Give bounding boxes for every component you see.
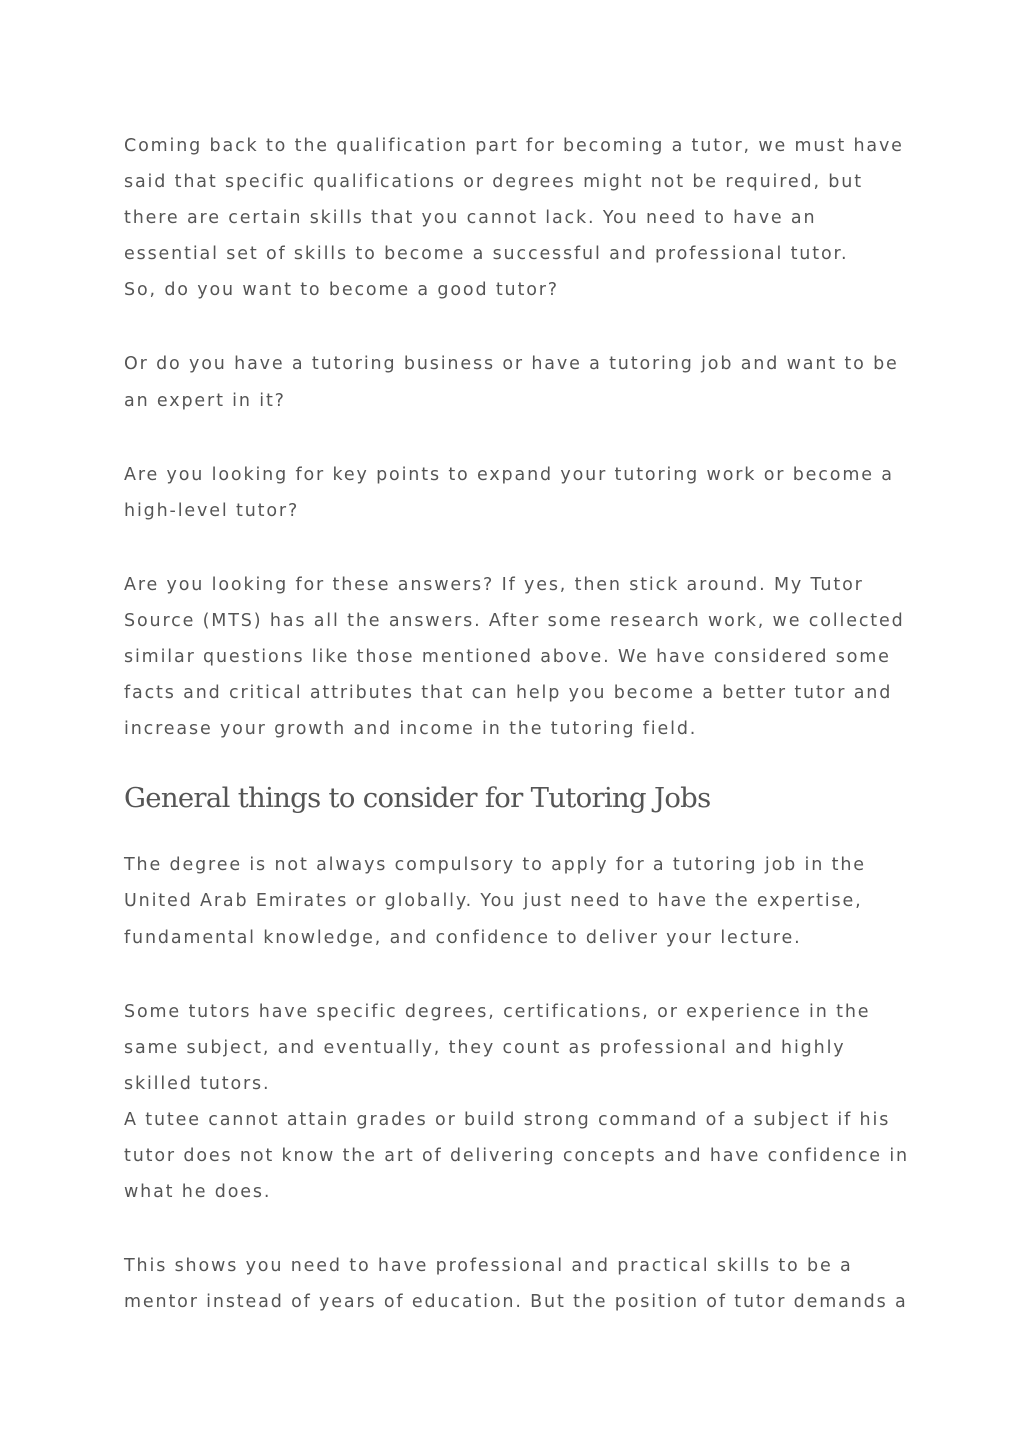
paragraph-gap [124,956,924,994]
text-line: Or do you have a tutoring business or have a tutoring job and want to be [124,354,899,375]
text-line: increase your growth and income in the tutoring field. [124,719,698,740]
text-line: Are you looking for these answers? If yes, then stick around. My Tutor [124,574,864,595]
paragraph-gap [124,419,924,457]
section-heading: General things to consider for Tutoring Jobs [124,782,711,815]
text-line: This shows you need to have professional and practical skills to be a [124,1256,853,1277]
text-line: Source (MTS) has all the answers. After some research work, we collected [124,610,905,631]
document-page [124,128,924,1320]
text-line: high-level tutor? [124,500,300,521]
text-line: A tutee cannot attain grades or build strong command of a subject if his [124,1109,891,1130]
text-line: what he does. [124,1182,272,1203]
paragraph-degree [124,847,924,955]
text-line: facts and critical attributes that can help you become a better tutor and [124,683,893,704]
paragraph-answers [124,567,924,747]
text-line: skilled tutors. [124,1073,271,1094]
paragraph-qualification [124,128,924,308]
text-line: United Arab Emirates or globally. You just need to have the expertise, [124,891,863,912]
text-line: an expert in it? [124,390,286,411]
text-line: similar questions like those mentioned above. We have considered some [124,647,891,668]
text-line: mentor instead of years of education. But the position of tutor demands a [124,1292,908,1313]
text-line: Coming back to the qualification part for becoming a tutor, we must have [124,136,904,156]
text-line: So, do you want to become a good tutor? [124,280,559,301]
paragraph-business [124,346,924,418]
text-line: fundamental knowledge, and confidence to deliver your lecture. [124,927,802,948]
text-line: Some tutors have specific degrees, certifications, or experience in the [124,1001,871,1022]
heading-gap-top [124,747,924,779]
text-line: there are certain skills that you cannot lack. You need to have an [124,208,817,229]
text-line: The degree is not always compulsory to apply for a tutoring job in the [124,855,866,876]
text-line: tutor does not know the art of delivering concepts and have confidence in [124,1145,909,1166]
paragraph-gap [124,529,924,567]
heading-gap-bottom [124,817,924,847]
paragraph-practical-skills [124,1248,924,1320]
text-line: said that specific qualifications or degrees might not be required, but [124,172,863,193]
paragraph-gap [124,1210,924,1248]
text-line: Are you looking for key points to expand your tutoring work or become a [124,464,894,485]
text-line: essential set of skills to become a successful and professional tutor. [124,244,849,265]
text-line: same subject, and eventually, they count as professional and highly [124,1037,846,1058]
paragraph-certifications [124,994,924,1211]
paragraph-key-points [124,457,924,529]
paragraph-gap [124,308,924,346]
